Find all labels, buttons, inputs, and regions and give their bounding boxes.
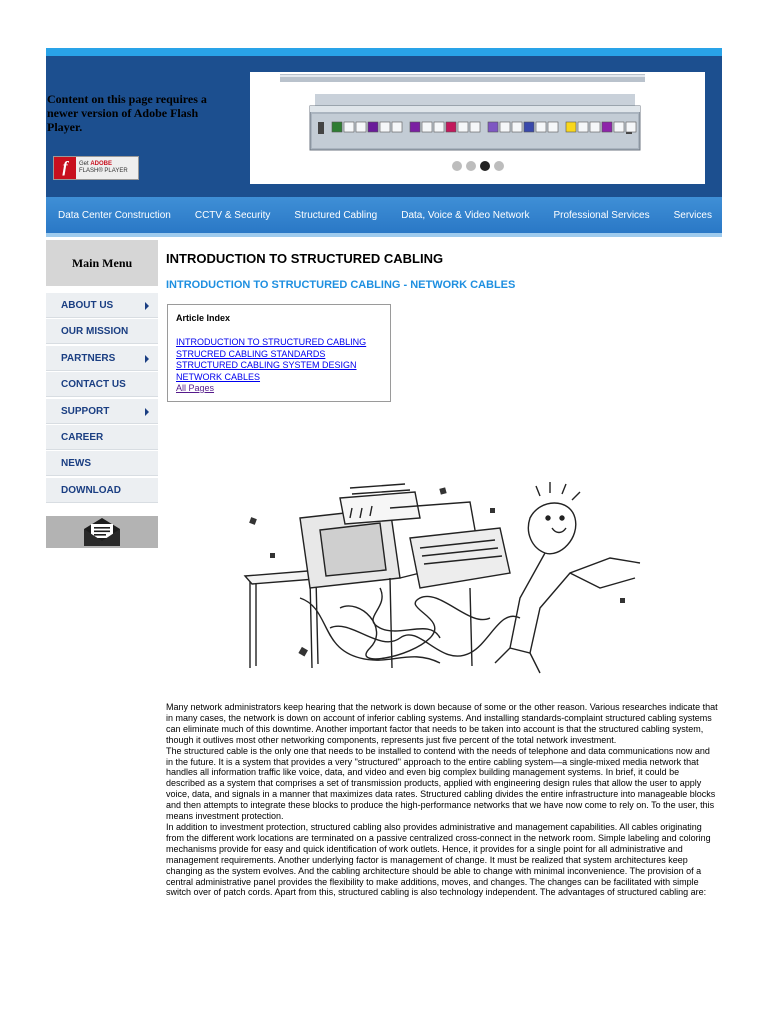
sidebar-menu (46, 293, 158, 504)
patch-port (344, 122, 354, 132)
article-link-standards[interactable]: STRUCRED CABLING STANDARDS (176, 348, 326, 359)
patch-port (410, 122, 420, 132)
sidebar-item-our-mission[interactable] (46, 319, 158, 344)
sidebar-item-label: CONTACT US (61, 379, 126, 391)
envelope-icon (82, 517, 122, 547)
patch-port (512, 122, 522, 132)
patch-port (602, 122, 612, 132)
nav-item-services[interactable]: Services (673, 209, 712, 221)
banner-slideshow[interactable] (250, 72, 705, 184)
sidebar-item-contact-us[interactable] (46, 372, 158, 397)
get-flash-player-button[interactable] (53, 156, 139, 180)
sidebar-item-label: ABOUT US (61, 300, 114, 311)
main-navigation (46, 197, 722, 233)
patch-port (368, 122, 378, 132)
patch-port (458, 122, 468, 132)
sidebar-item-label: OUR MISSION (61, 326, 129, 338)
patch-port (548, 122, 558, 132)
patch-port (446, 122, 456, 132)
flash-button-get: Get (79, 161, 89, 167)
patch-port (434, 122, 444, 132)
article-index-title: Article Index (176, 313, 231, 323)
article-link-system-design[interactable]: STRUCTURED CABLING SYSTEM DESIGN (176, 360, 357, 370)
patch-port (626, 122, 636, 132)
patch-port (566, 122, 576, 132)
sidebar-item-about-us[interactable] (46, 293, 158, 318)
sidebar-item-label: DOWNLOAD (61, 484, 121, 496)
chevron-right-icon (145, 302, 149, 310)
nav-item-cctv[interactable]: CCTV & Security (194, 209, 271, 221)
nav-item-structured-cabling[interactable]: Structured Cabling (294, 209, 378, 221)
chevron-right-icon (145, 408, 149, 416)
article-paragraph: The structured cable is the only one that needs to be installed to contend with the needs of telephone and data communications now and in the future. It is a system that provides a very "structured" approach to the entire cabling system—a single-mixed media network that handles all information traffic like voice, data, and video and even big complex building management systems. In brief, it could be described as a system that comprises a set of transmission products, applied with engineering design rules that allow the user to apply voice, data, and signals in a manner that maximizes data rates. Structured cabling divides the entire infrastructure into manageable blocks and then attempts to integrate these blocks to produce the high-performance networks that we have now come to rely on. To the user, this means investment protection. (166, 745, 716, 822)
flash-required-message: Content on this page requires a newer version of Adobe Flash Player. (47, 92, 207, 134)
patch-port (380, 122, 390, 132)
patch-port (500, 122, 510, 132)
sidebar-item-news[interactable] (46, 451, 158, 476)
article-paragraph: Many network administrators keep hearing that the network is down because of some or the other reason. Various researches indicate that in many cases, the network is down on account of inferior cabling systems. And installing standards-complaint structured cabling systems can eliminate much of this downtime. Another important factor that needs to be taken into account is that the structured cabling system, though it outlives most other networking components, represents just five percent of the total network investment. (166, 702, 718, 745)
article-paragraph: In addition to investment protection, structured cabling also provides administrative and management capabilities. All cables originating from the different work locations are terminated on a passive centralized cross-connect in the network room. Simple labeling and coloring mechanisms provide for easy and quick identification of work outlets. Hence, it provides for a single point for all administrative and management requirements. Another underlying factor is management of change. It must be realized that system architectures keep changing as the system evolves. And the cabling architecture should be able to change with minimal inconvenience. The provision of a central administrative panel provides the flexibility to make additions, moves, and changes. The changes can be facilitated with simple switch over of patch cords. Apart from this, structured cabling is also technology independent. The advantages of structured cabling are: (166, 821, 711, 898)
patch-port (356, 122, 366, 132)
nav-divider (46, 233, 722, 237)
article-link-all-pages[interactable]: All Pages (176, 383, 215, 393)
patch-port (470, 122, 480, 132)
flash-logo-icon: f (54, 157, 76, 179)
sidebar-item-support[interactable] (46, 399, 158, 424)
page-subtitle: INTRODUCTION TO STRUCTURED CABLING - NETWORK CABLES (166, 279, 516, 291)
patch-port (488, 122, 498, 132)
contact-mail-button[interactable] (46, 516, 158, 548)
sidebar-item-download[interactable] (46, 478, 158, 503)
article-link-introduction[interactable]: INTRODUCTION TO STRUCTURED CABLING (176, 337, 367, 347)
patch-panel-image (250, 72, 705, 184)
article-link-network-cables[interactable]: NETWORK CABLES (176, 371, 261, 382)
patch-port (392, 122, 402, 132)
sidebar-item-label: SUPPORT (61, 405, 110, 417)
cabling-chaos-illustration (240, 478, 648, 680)
nav-item-data-center[interactable]: Data Center Construction (58, 209, 171, 221)
article-index (167, 304, 391, 402)
main-menu-title: Main Menu (46, 240, 158, 286)
sidebar-item-label: CAREER (61, 431, 104, 443)
sidebar-item-label: NEWS (61, 458, 91, 470)
patch-port (524, 122, 534, 132)
patch-port (590, 122, 600, 132)
patch-port (332, 122, 342, 132)
sidebar-item-partners[interactable] (46, 346, 158, 371)
sidebar-item-career[interactable] (46, 425, 158, 450)
page-title: INTRODUCTION TO STRUCTURED CABLING (166, 251, 444, 266)
sidebar-item-label: PARTNERS (61, 352, 116, 364)
patch-port (536, 122, 546, 132)
flash-button-player: FLASH® PLAYER (79, 168, 128, 174)
nav-item-professional-services[interactable]: Professional Services (553, 209, 650, 221)
patch-port (422, 122, 432, 132)
flash-button-adobe: ADOBE (90, 161, 113, 167)
patch-port (614, 122, 624, 132)
top-accent-bar (46, 48, 722, 56)
chevron-right-icon (145, 355, 149, 363)
nav-item-data-voice-video[interactable]: Data, Voice & Video Network (401, 209, 530, 221)
article-body (166, 702, 718, 898)
patch-port (578, 122, 588, 132)
